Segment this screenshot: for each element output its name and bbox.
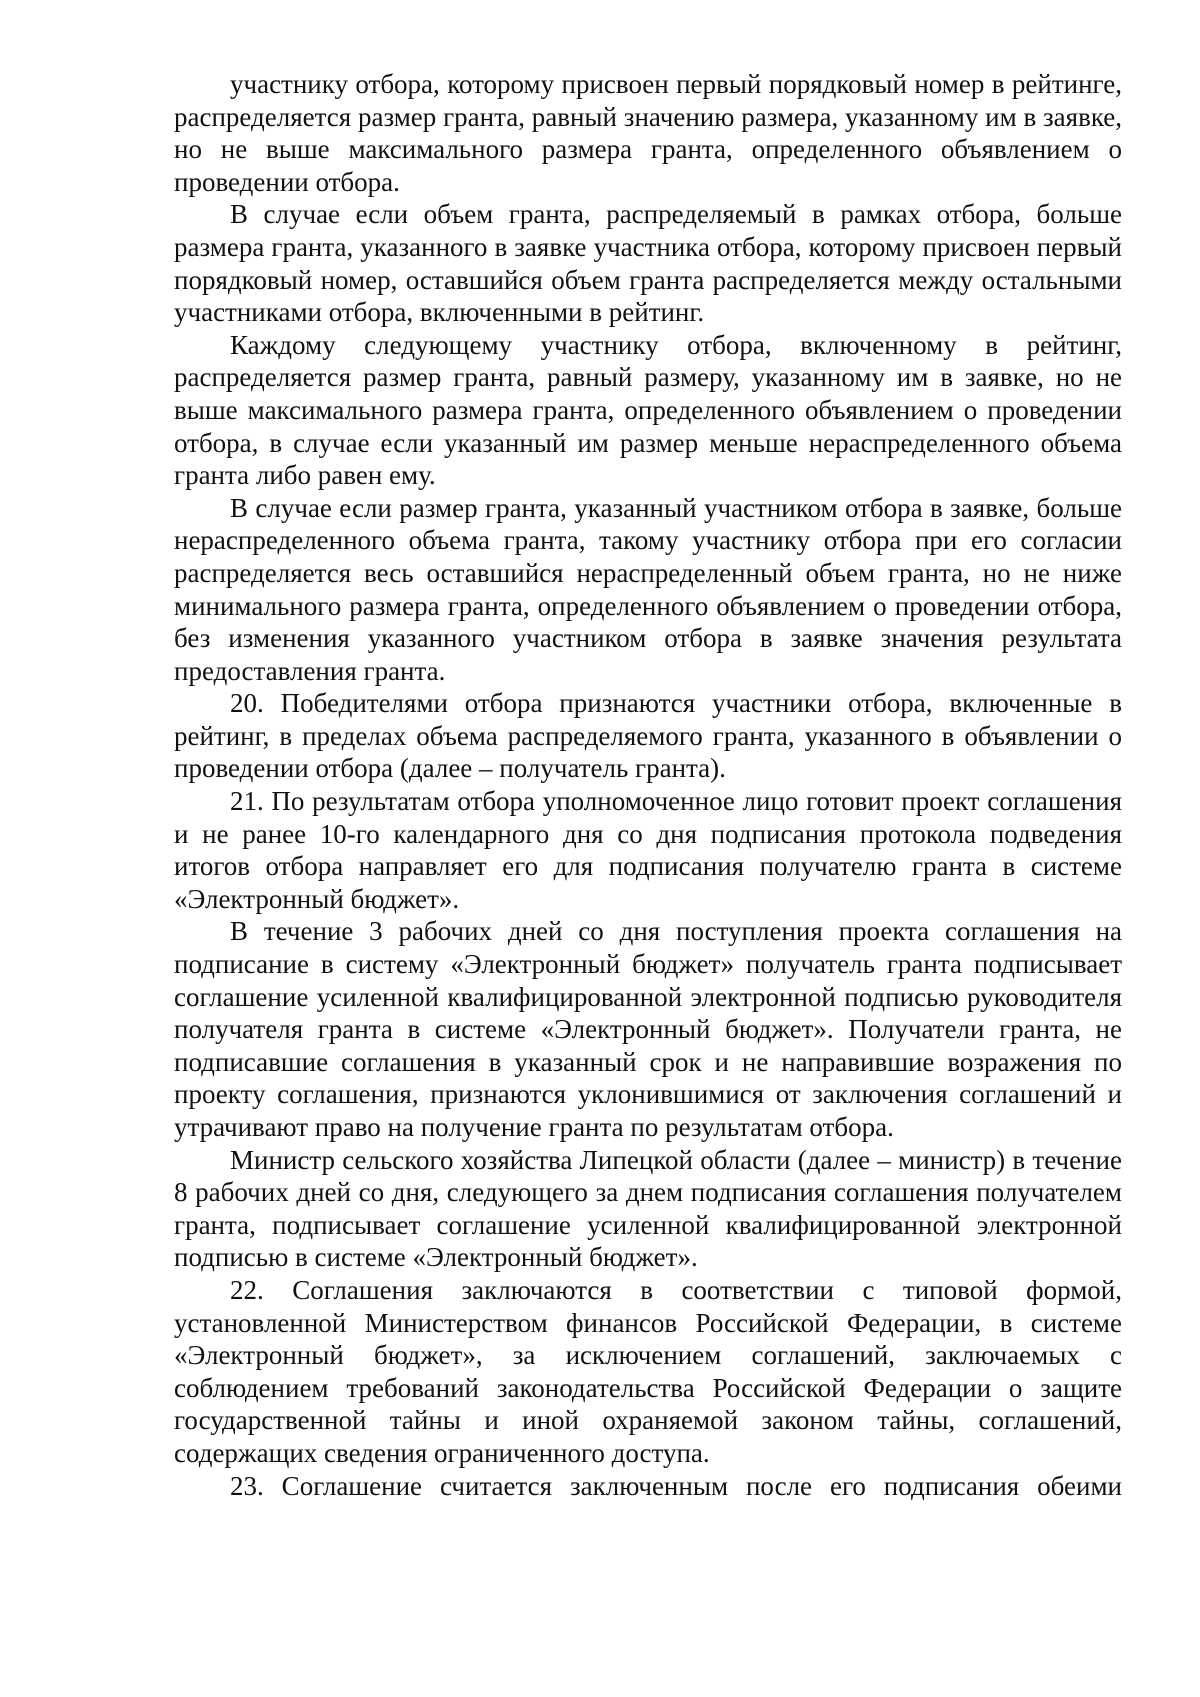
paragraph-next-participant: Каждому следующему участнику отбора, включенному в рейтинг, распределяется размер гранта, равный размеру, указанному им в заявке, но не выше максимального размера гранта, определенного объявлением о проведении отбора, в случае если указанный им размер меньше нераспределенного объема гранта либо равен ему. — [174, 329, 1122, 491]
paragraph-minister-signature: Министр сельского хозяйства Липецкой области (далее – министр) в течение 8 рабочих дней со дня, следующего за днем подписания соглашения получателем гранта, подписывает соглашение усиленной квалифицированной электронной подписью в системе «Электронный бюджет». — [174, 1144, 1122, 1273]
paragraph-21-agreement-draft: 21. По результатам отбора уполномоченное лицо готовит проект соглашения и не ранее 10-го календарного дня со дня подписания протокола подведения итогов отбора направляет его для подписания получателю гранта в системе «Электронный бюджет». — [174, 786, 1122, 914]
paragraph-continuation-first-rank: участнику отбора, которому присвоен первый порядковый номер в рейтинге, распределяется размер гранта, равный значению размера, указанному им в заявке, но не выше максимального размера гранта, определенного объявлением о проведении отбора. — [174, 69, 1122, 197]
paragraph-grant-surplus: В случае если объем гранта, распределяемый в рамках отбора, больше размера гранта, указанного в заявке участника отбора, которому присвоен первый порядковый номер, оставшийся объем гранта распределяется между остальными участниками отбора, включенными в рейтинг. — [174, 199, 1122, 328]
paragraph-20-winners: 20. Победителями отбора признаются участники отбора, включенные в рейтинг, в пределах объема распределяемого гранта, указанного в объявлении о проведении отбора (далее – получатель гранта). — [174, 688, 1122, 784]
paragraph-signing-deadline: В течение 3 рабочих дней со дня поступления проекта соглашения на подписание в систему «Электронный бюджет» получатель гранта подписывает соглашение усиленной квалифицированной электронной подписью руководителя получателя гранта в системе «Электронный бюджет». Получатели гранта, не подписавшие соглашения в указанный срок и не направившие возражения по проекту соглашения, признаются уклонившимися от заключения соглашений и утрачивают право на получение гранта по результатам отбора. — [174, 916, 1122, 1142]
paragraph-22-agreement-form: 22. Соглашения заключаются в соответствии с типовой формой, установленной Министерством финансов Российской Федерации, в системе «Электронный бюджет», за исключением соглашений, заключаемых с соблюдением требований законодательства Российской Федерации о защите государственной тайны и иной охраняемой законом тайны, соглашений, содержащих сведения ограниченного доступа. — [174, 1274, 1122, 1468]
paragraph-undistributed-volume: В случае если размер гранта, указанный участником отбора в заявке, больше нераспределенного объема гранта, такому участнику отбора при его согласии распределяется весь оставшийся нераспределенный объем гранта, но не ниже минимального размера гранта, определенного объявлением о проведении отбора, без изменения указанного участником отбора в заявке значения результата предоставления гранта. — [174, 492, 1122, 686]
document-body — [174, 68, 1122, 1502]
paragraph-23-agreement-concluded: 23. Соглашение считается заключенным после его подписания обеими — [230, 1470, 1122, 1501]
